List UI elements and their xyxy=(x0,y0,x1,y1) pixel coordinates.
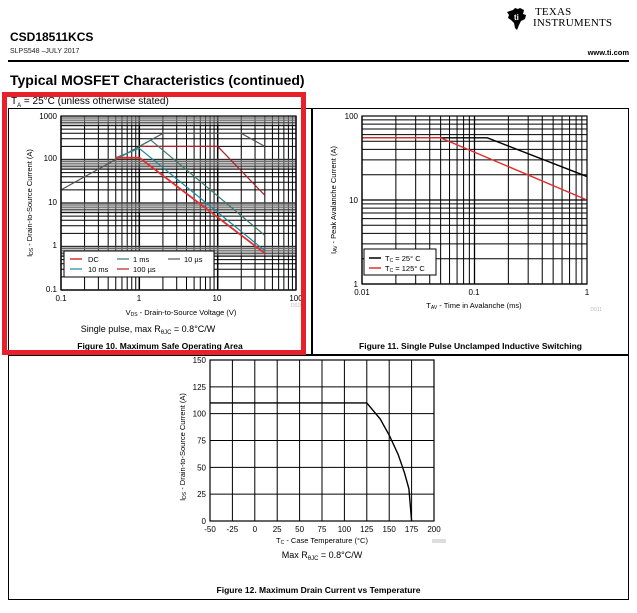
svg-text:175: 175 xyxy=(404,525,419,534)
svg-text:D010: D010 xyxy=(291,303,303,309)
y-ticks xyxy=(193,356,207,526)
svg-text:100: 100 xyxy=(43,154,57,163)
svg-text:50: 50 xyxy=(295,525,305,534)
svg-text:25: 25 xyxy=(272,525,282,534)
svg-text:1 ms: 1 ms xyxy=(133,255,150,264)
logo-line1: TEXAS xyxy=(535,6,572,18)
svg-text:10 µs: 10 µs xyxy=(184,255,203,264)
chart-avalanche-switching xyxy=(312,108,629,355)
svg-text:100: 100 xyxy=(289,294,303,303)
svg-text:D011: D011 xyxy=(590,307,602,313)
svg-text:100: 100 xyxy=(337,525,352,534)
x-axis-label: TAV - Time in Avalanche (ms) xyxy=(426,301,522,311)
svg-text:10 ms: 10 ms xyxy=(88,265,109,274)
svg-text:0: 0 xyxy=(252,525,258,534)
ti-logo xyxy=(505,6,625,34)
highlight-box xyxy=(2,92,306,355)
section-title: Typical MOSFET Characteristics (continued) xyxy=(10,72,305,88)
doc-id: SLPS548 –JULY 2017 xyxy=(10,48,80,55)
svg-text:50: 50 xyxy=(197,463,206,473)
y-axis-label: IAV - Peak Avalanche Current (A) xyxy=(329,146,339,254)
svg-text:75: 75 xyxy=(197,436,206,446)
svg-text:0: 0 xyxy=(201,517,206,526)
y-axis-label: IDS - Drain-to-Source Current (A) xyxy=(178,393,188,501)
legend xyxy=(364,249,436,275)
svg-text:0.1: 0.1 xyxy=(45,285,57,294)
svg-text:1: 1 xyxy=(52,241,57,250)
page-bottom-rule xyxy=(8,599,629,600)
fig12-caption: Figure 12. Maximum Drain Current vs Temperature xyxy=(216,585,421,595)
fig11-caption: Figure 11. Single Pulse Unclamped Inductive Switching xyxy=(359,341,582,351)
svg-text:100: 100 xyxy=(192,409,206,419)
x-axis-label: VDS - Drain-to-Source Voltage (V) xyxy=(125,308,237,318)
ti-logo-icon xyxy=(505,6,529,32)
svg-text:150: 150 xyxy=(192,356,206,365)
svg-text:10: 10 xyxy=(48,198,57,207)
soa-note: Single pulse, $\max R_{\theta JC} = 0.8^\circ C/W$ xyxy=(80,324,216,336)
svg-text:TC = 125° C: TC = 125° C xyxy=(385,264,425,274)
svg-text:125: 125 xyxy=(192,382,206,392)
svg-text:-25: -25 xyxy=(226,525,239,534)
svg-text:0.1: 0.1 xyxy=(468,288,480,297)
svg-text:0.1: 0.1 xyxy=(55,294,67,303)
svg-text:0.01: 0.01 xyxy=(354,288,370,297)
chart-drain-current-vs-temp xyxy=(8,355,629,600)
svg-text:10: 10 xyxy=(349,196,358,205)
svg-text:ti: ti xyxy=(514,13,519,22)
logo-line2: INSTRUMENTS xyxy=(533,17,613,29)
y-ticks xyxy=(345,112,359,289)
svg-text:DC: DC xyxy=(88,255,99,264)
temp-note: Max $R_{\theta JC} = 0.8^\circ C/W$ xyxy=(281,550,363,562)
svg-text:1: 1 xyxy=(584,288,590,297)
website-link[interactable]: www.ti.com xyxy=(587,48,629,57)
fig10-caption: Figure 10. Maximum Safe Operating Area xyxy=(77,341,243,351)
svg-text:1: 1 xyxy=(353,280,358,289)
svg-text:75: 75 xyxy=(317,525,327,534)
x-ticks xyxy=(204,525,441,534)
svg-text:125: 125 xyxy=(360,525,374,534)
svg-text:100: 100 xyxy=(344,112,358,121)
x-axis-label: TC - Case Temperature (°C) xyxy=(276,536,368,546)
conditions-text: $T_A = 25^\circ C$ (unless otherwise stated) xyxy=(11,96,169,109)
svg-text:1: 1 xyxy=(136,294,142,303)
svg-text:25: 25 xyxy=(197,490,206,500)
svg-text:200: 200 xyxy=(427,525,441,534)
svg-text:150: 150 xyxy=(382,525,396,534)
header-divider xyxy=(8,60,629,62)
svg-text:10: 10 xyxy=(212,294,222,303)
logo-text xyxy=(533,7,612,29)
svg-text:-50: -50 xyxy=(204,525,216,534)
svg-text:100 µs: 100 µs xyxy=(133,265,156,274)
y-axis-label: IDS - Drain-to-Source Current (A) xyxy=(25,149,35,257)
svg-text:1000: 1000 xyxy=(39,112,57,121)
svg-text:TC = 25° C: TC = 25° C xyxy=(385,254,421,264)
x-ticks xyxy=(354,288,590,297)
part-number: CSD18511KCS xyxy=(10,30,94,44)
